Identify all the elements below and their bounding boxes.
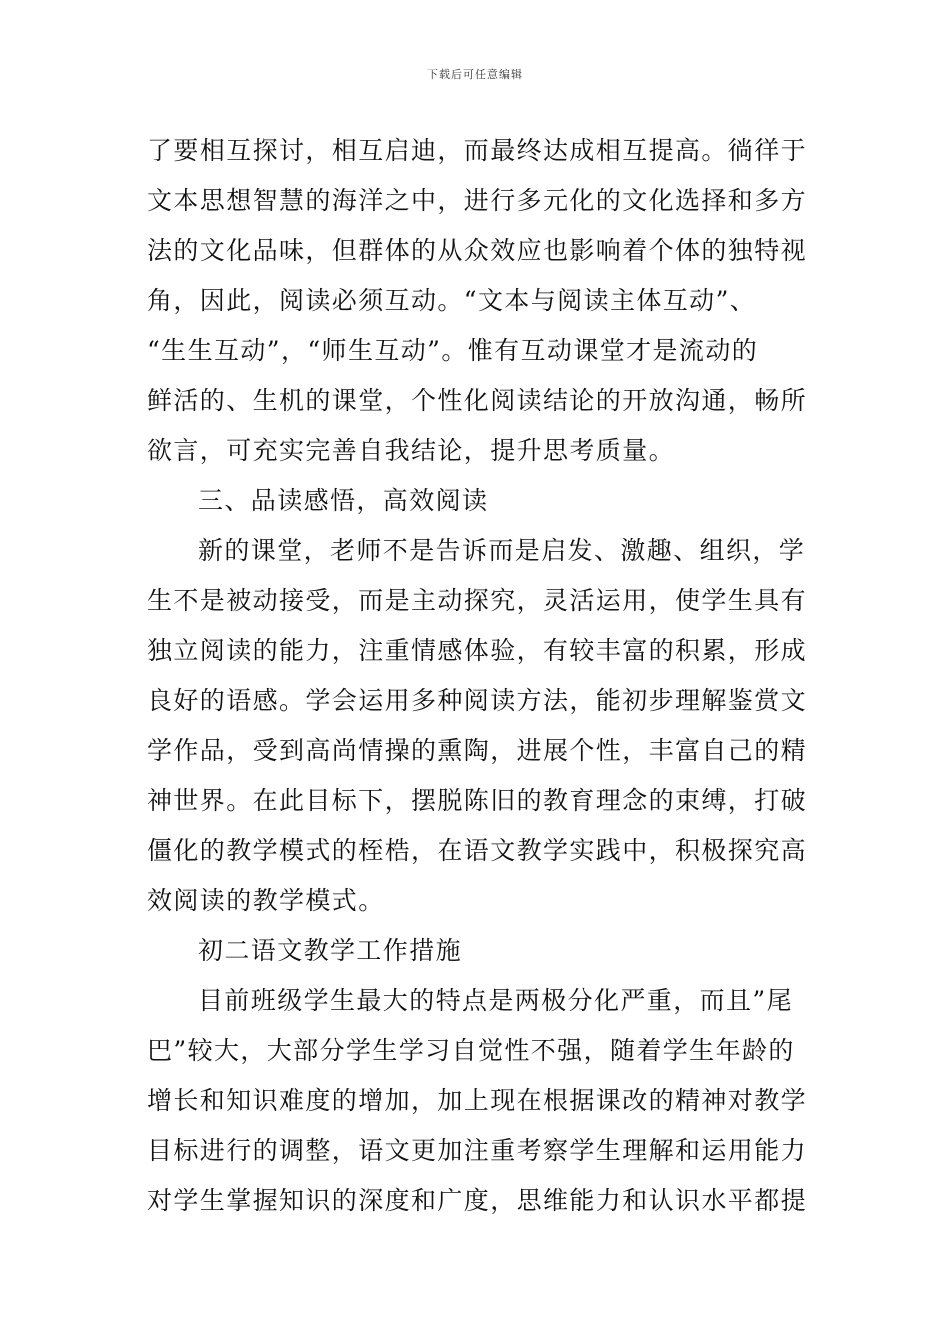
text-line: 了要相互探讨，相互启迪，而最终达成相互提高。徜徉于 [147, 136, 808, 165]
text-line: 学作品，受到高尚情操的熏陶，进展个性，丰富自己的精 [147, 736, 808, 765]
text-line: 鲜活的、生机的课堂，个性化阅读结论的开放沟通，畅所 [147, 386, 808, 415]
text-line: 独立阅读的能力，注重情感体验，有较丰富的积累，形成 [147, 636, 808, 665]
text-line: 增长和知识难度的增加，加上现在根据课改的精神对教学 [147, 1086, 808, 1115]
body-text [147, 126, 807, 1226]
text-line: 法的文化品味，但群体的从众效应也影响着个体的独特视 [147, 236, 808, 265]
text-line: 角，因此，阅读必须互动。“文本与阅读主体互动”、 [147, 286, 757, 315]
text-line: 僵化的教学模式的桎梏，在语文教学实践中，积极探究高 [147, 836, 808, 865]
section-heading: 三、品读感悟，高效阅读 [198, 486, 489, 515]
text-line: “生生互动”，“师生互动”。惟有互动课堂才是流动的 [147, 336, 759, 365]
text-line: 目标进行的调整，语文更加注重考察学生理解和运用能力 [147, 1136, 808, 1165]
section-heading: 初二语文教学工作措施 [198, 936, 463, 965]
text-line: 效阅读的教学模式。 [147, 886, 385, 915]
text-line: 目前班级学生最大的特点是两极分化严重，而且”尾 [198, 986, 793, 1015]
text-line: 欲言，可充实完善自我结论，提升思考质量。 [147, 436, 676, 465]
header-note: 下载后可任意编辑 [427, 68, 523, 81]
text-line: 良好的语感。学会运用多种阅读方法，能初步理解鉴赏文 [147, 686, 808, 715]
text-line: 神世界。在此目标下，摆脱陈旧的教育理念的束缚，打破 [147, 786, 808, 815]
text-line: 生不是被动接受，而是主动探究，灵活运用，使学生具有 [147, 586, 808, 615]
text-line: 文本思想智慧的海洋之中，进行多元化的文化选择和多方 [147, 186, 808, 215]
text-line: 对学生掌握知识的深度和广度，思维能力和认识水平都提 [147, 1186, 808, 1215]
text-line: 新的课堂，老师不是告诉而是启发、激趣、组织，学 [198, 536, 806, 565]
text-line: 巴”较大，大部分学生学习自觉性不强，随着学生年龄的 [147, 1036, 795, 1065]
